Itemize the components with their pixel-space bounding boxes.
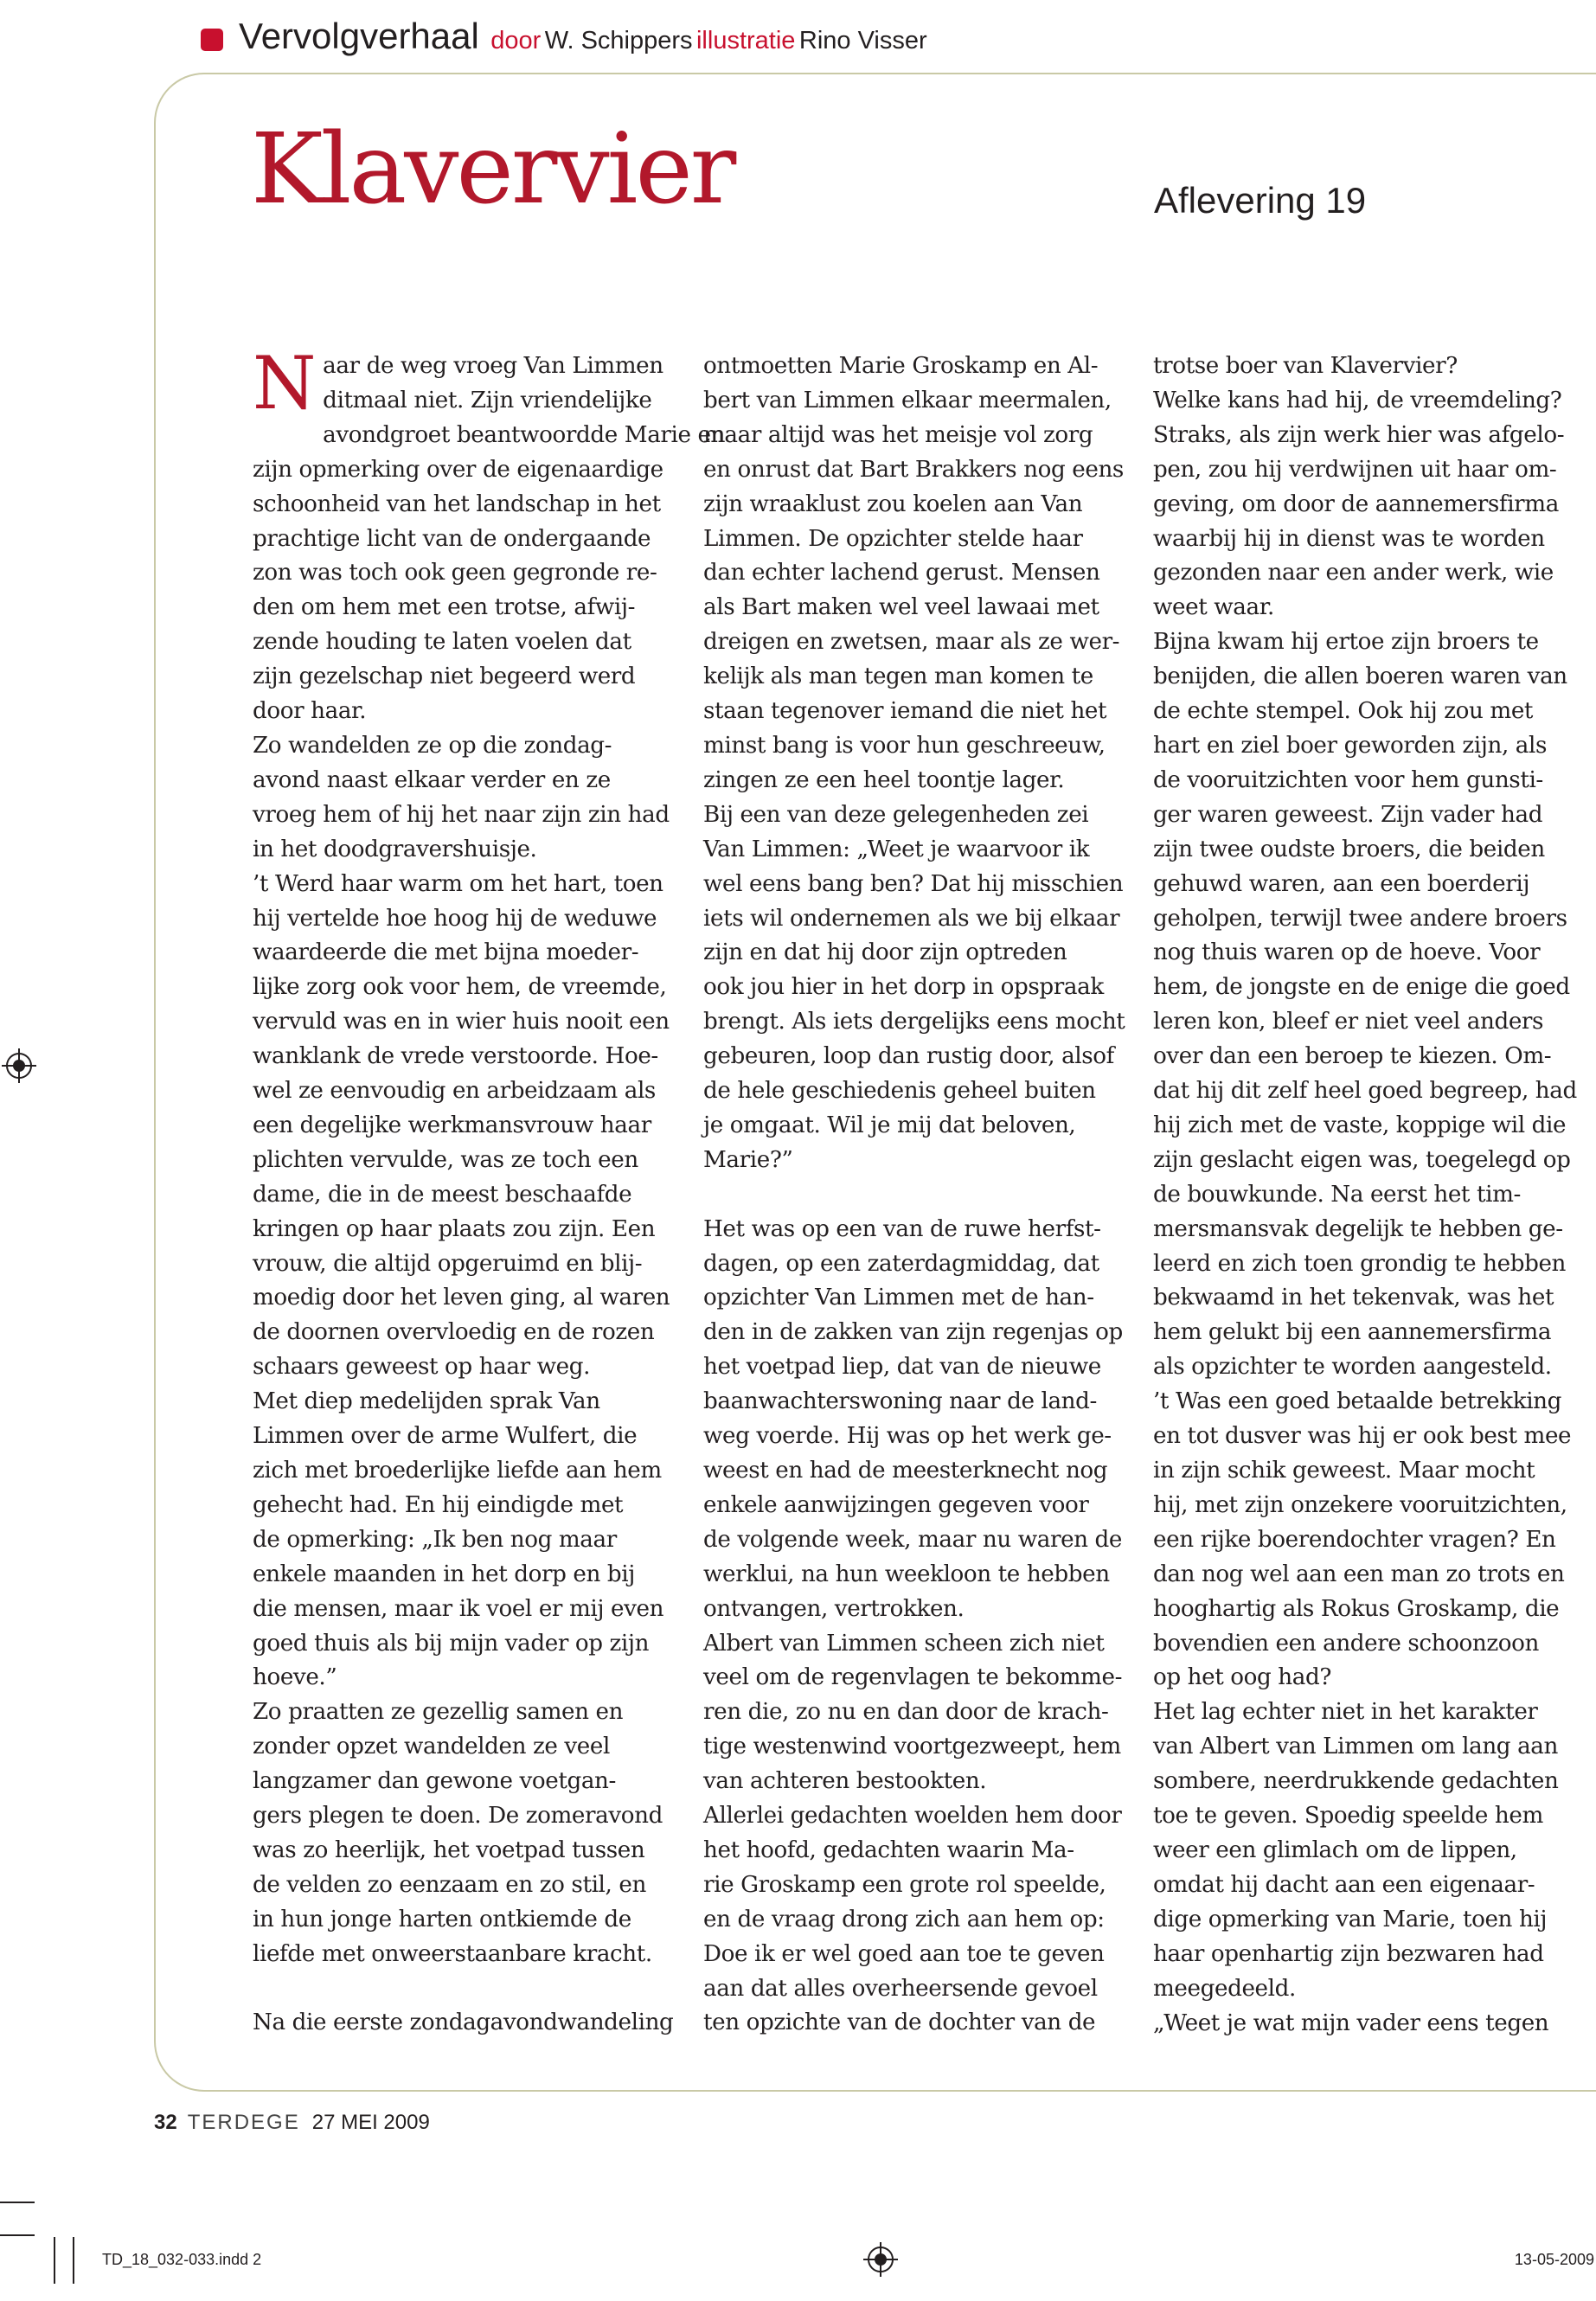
text-line: op het oog had? <box>1153 1664 1331 1691</box>
text-line: dat hij dit zelf heel goed begreep, had <box>1153 1078 1577 1105</box>
text-line: van Albert van Limmen om lang aan <box>1153 1734 1558 1760</box>
text-line: de hele geschiedenis geheel buiten <box>703 1078 1096 1105</box>
text-line: als Bart maken wel veel lawaai met <box>703 594 1099 621</box>
text-line: zonder opzet wandelden ze veel <box>253 1734 610 1760</box>
text-line: Limmen over de arme Wulfert, die <box>253 1423 638 1450</box>
text-line: dreigen en zwetsen, maar als ze wer- <box>703 629 1120 656</box>
text-line: het voetpad liep, dat van de nieuwe <box>703 1354 1101 1381</box>
text-line: nog thuis waren op de hoeve. Voor <box>1153 939 1541 966</box>
text-line: baanwachterswoning naar de land- <box>703 1388 1097 1415</box>
text-line: aan dat alles overheersende gevoel <box>703 1975 1098 2002</box>
text-line: vrouw, die altijd opgeruimd en blij- <box>253 1250 643 1277</box>
text-line: Het lag echter niet in het karakter <box>1153 1699 1538 1726</box>
page-footer <box>154 2111 430 2135</box>
text-line: kringen op haar plaats zou zijn. Een <box>253 1215 656 1242</box>
paragraph-gap <box>703 1178 1136 1213</box>
text-line: de vooruitzichten voor hem gunsti- <box>1153 766 1543 793</box>
text-line: hooghartig als Rokus Groskamp, die <box>1153 1595 1560 1622</box>
text-line: moedig door het leven ging, al waren <box>253 1285 670 1311</box>
text-line: trotse boer van Klavervier? <box>1153 353 1458 379</box>
slug-filename: TD_18_032-033.indd 2 <box>102 2251 262 2268</box>
text-line: pen, zou hij verdwijnen uit haar om- <box>1153 456 1557 483</box>
text-column-3 <box>1153 349 1586 2041</box>
text-line: schaars geweest op haar weg. <box>253 1354 591 1381</box>
text-line: gehuwd waren, aan een boerderij <box>1153 870 1530 897</box>
text-line: wel ze eenvoudig en arbeidzaam als <box>253 1078 656 1105</box>
text-line: sombere, neerdrukkende gedachten <box>1153 1768 1559 1795</box>
text-line: zende houding te laten voelen dat <box>253 629 631 656</box>
text-line: bekwaamd in het tekenvak, was het <box>1153 1285 1554 1311</box>
text-line: meegedeeld. <box>1153 1975 1296 2002</box>
text-line: wanklank de vrede verstoorde. Hoe- <box>253 1043 658 1070</box>
text-line: zijn twee oudste broers, die beiden <box>1153 836 1545 862</box>
drop-cap: N <box>253 341 317 426</box>
text-line: van achteren bestookten. <box>703 1768 987 1795</box>
text-line: Allerlei gedachten woelden hem door <box>703 1803 1122 1830</box>
series-label: Vervolgverhaal <box>239 16 479 56</box>
text-line: in hun jonge harten ontkiemde de <box>253 1906 631 1932</box>
text-line: brengt. Als iets dergelijks eens mocht <box>703 1009 1125 1035</box>
text-line: gehecht had. En hij eindigde met <box>253 1491 624 1518</box>
text-line: hem, de jongste en de enige die goed <box>1153 974 1570 1001</box>
text-line: Doe ik er wel goed aan toe te geven <box>703 1940 1105 1967</box>
text-line: ’t Werd haar warm om het hart, toen <box>253 870 663 897</box>
text-line: Marie?” <box>703 1146 793 1173</box>
text-line: werklui, na hun weekloon te hebben <box>703 1561 1110 1587</box>
text-line: Zo praatten ze gezellig samen en <box>253 1699 624 1726</box>
text-line: hij zich met de vaste, koppige wil die <box>1153 1112 1567 1138</box>
text-line: ren die, zo nu en dan door de krach- <box>703 1699 1109 1726</box>
by-label: door <box>490 27 542 54</box>
text-line: dige opmerking van Marie, toen hij <box>1153 1906 1548 1932</box>
text-line: vervuld was en in wier huis nooit een <box>253 1009 670 1035</box>
text-line: en onrust dat Bart Brakkers nog eens <box>703 456 1124 483</box>
registration-mark-icon <box>2 1048 36 1083</box>
text-line: zijn wraaklust zou koelen aan Van <box>703 490 1083 517</box>
text-line: den in de zakken van zijn regenjas op <box>703 1319 1123 1346</box>
text-line: zingen ze een heel toontje lager. <box>703 766 1065 793</box>
text-line: Na die eerste zondagavondwandeling <box>253 2009 674 2036</box>
crop-mark <box>73 2237 74 2284</box>
text-line: een rijke boerendochter vragen? En <box>1153 1526 1556 1553</box>
text-line: Bij een van deze gelegenheden zei <box>703 801 1089 828</box>
text-line: maar altijd was het meisje vol zorg <box>703 421 1093 448</box>
text-line: die mensen, maar ik voel er mij even <box>253 1595 664 1622</box>
text-line: den om hem met een trotse, afwij- <box>253 594 636 621</box>
text-line: gezonden naar een ander werk, wie <box>1153 560 1554 586</box>
text-line: rie Groskamp een grote rol speelde, <box>703 1871 1106 1898</box>
text-line: Zo wandelden ze op die zondag- <box>253 732 612 759</box>
text-line: geholpen, terwijl twee andere broers <box>1153 905 1567 932</box>
text-line: hem gelukt bij een aannemersfirma <box>1153 1319 1552 1346</box>
text-line: enkele maanden in het dorp en bij <box>253 1561 635 1587</box>
text-line: bovendien een andere schoonzoon <box>1153 1630 1539 1657</box>
text-line: staan tegenover iemand die niet het <box>703 698 1107 725</box>
text-column-2 <box>703 349 1136 2041</box>
text-line: weer een glimlach om de lippen, <box>1153 1836 1517 1863</box>
text-line: wel eens bang ben? Dat hij misschien <box>703 870 1124 897</box>
text-line: liefde met onweerstaanbare kracht. <box>253 1940 652 1967</box>
text-line: minst bang is voor hun geschreeuw, <box>703 732 1106 759</box>
text-line: Welke kans had hij, de vreemdeling? <box>1153 387 1562 413</box>
text-line: schoonheid van het landschap in het <box>253 490 661 517</box>
paragraph-gap <box>253 1972 685 2007</box>
text-line: Met diep medelijden sprak Van <box>253 1388 600 1415</box>
page-number: 32 <box>154 2111 177 2134</box>
text-line: opzichter Van Limmen met de han- <box>703 1285 1094 1311</box>
text-line: ontmoetten Marie Groskamp en Al- <box>703 353 1099 379</box>
text-line: een degelijke werkmansvrouw haar <box>253 1112 651 1138</box>
text-line: zijn opmerking over de eigenaardige <box>253 456 663 483</box>
text-line: ditmaal niet. Zijn vriendelijke <box>323 387 652 413</box>
text-line: Het was op een van de ruwe herfst- <box>703 1215 1101 1242</box>
text-line: mersmansvak degelijk te hebben ge- <box>1153 1215 1563 1242</box>
text-line: Van Limmen: „Weet je waarvoor ik <box>703 836 1090 862</box>
text-line: in zijn schik geweest. Maar mocht <box>1153 1458 1535 1484</box>
text-line: ten opzichte van de dochter van de <box>703 2009 1096 2036</box>
text-line: ger waren geweest. Zijn vader had <box>1153 801 1543 828</box>
text-line: Albert van Limmen scheen zich niet <box>703 1630 1105 1657</box>
text-line: gers plegen te doen. De zomeravond <box>253 1803 663 1830</box>
text-line: hij, met zijn onzekere vooruitzichten, <box>1153 1491 1567 1518</box>
text-line: waardeerde die met bijna moeder- <box>253 939 639 966</box>
text-line: vroeg hem of hij het naar zijn zin had <box>253 801 670 828</box>
text-line: en de vraag drong zich aan hem op: <box>703 1906 1105 1932</box>
text-line: enkele aanwijzingen gegeven voor <box>703 1491 1089 1518</box>
text-line: was zo heerlijk, het voetpad tussen <box>253 1836 645 1863</box>
text-line: je omgaat. Wil je mij dat beloven, <box>703 1112 1076 1138</box>
text-line: zijn gezelschap niet begeerd werd <box>253 663 636 690</box>
text-line: in het doodgravershuisje. <box>253 836 537 862</box>
text-line: de velden zo eenzaam en zo stil, en <box>253 1871 646 1898</box>
text-line: leren kon, bleef er niet veel anders <box>1153 1009 1544 1035</box>
text-line: door haar. <box>253 698 367 725</box>
text-line: gebeuren, loop dan rustig door, alsof <box>703 1043 1114 1070</box>
text-line: veel om de regenvlagen te bekomme- <box>703 1664 1123 1691</box>
text-line: weest en had de meesterknecht nog <box>703 1457 1108 1484</box>
text-line: benijden, die allen boeren waren van <box>1153 663 1567 690</box>
text-line: goed thuis als bij mijn vader op zijn <box>253 1630 650 1657</box>
crop-mark <box>54 2237 55 2284</box>
text-line: lijke zorg ook voor hem, de vreemde, <box>253 974 667 1001</box>
illustrator-name: Rino Visser <box>798 27 927 54</box>
text-line: avondgroet beantwoordde Marie en <box>323 421 726 448</box>
text-line: omdat hij dacht aan een eigenaar- <box>1153 1871 1535 1898</box>
text-line: hoeve.” <box>253 1664 337 1691</box>
text-line: zich met broederlijke liefde aan hem <box>253 1458 662 1484</box>
text-line: dan echter lachend gerust. Mensen <box>703 560 1100 586</box>
text-line: het hoofd, gedachten waarin Ma- <box>703 1836 1074 1863</box>
text-line: als opzichter te worden aangesteld. <box>1153 1354 1552 1381</box>
text-line: Limmen. De opzichter stelde haar <box>703 525 1083 552</box>
text-line: leerd en zich toen grondig te hebben <box>1153 1250 1567 1277</box>
text-line: ook jou hier in het dorp in opspraak <box>703 974 1104 1001</box>
text-line: de doornen overvloedig en de rozen <box>253 1319 655 1346</box>
text-line: langzamer dan gewone voetgan- <box>253 1768 616 1795</box>
text-line: dan nog wel aan een man zo trots en <box>1153 1561 1565 1587</box>
text-line: weet waar. <box>1153 594 1274 621</box>
issue-date: 27 MEI 2009 <box>311 2111 430 2134</box>
illustration-label: illustratie <box>695 27 796 54</box>
text-line: dagen, op een zaterdagmiddag, dat <box>703 1250 1099 1277</box>
episode-label: Aflevering 19 <box>1154 180 1367 221</box>
crop-mark <box>0 2234 35 2236</box>
magazine-name: TERDEGE <box>187 2111 300 2134</box>
section-marker-icon <box>201 29 223 51</box>
text-line: ontvangen, vertrokken. <box>703 1595 965 1622</box>
text-line: geving, om door de aannemersfirma <box>1153 490 1559 517</box>
text-line: hart en ziel boer geworden zijn, als <box>1153 732 1548 759</box>
text-line: tige westenwind voortgezweept, hem <box>703 1734 1121 1760</box>
registration-mark-icon <box>863 2242 898 2277</box>
text-line: Straks, als zijn werk hier was afgelo- <box>1153 421 1565 448</box>
text-line: toe te geven. Spoedig speelde hem <box>1153 1803 1543 1830</box>
text-line: dame, die in de meest beschaafde <box>253 1181 632 1208</box>
text-line: haar openhartig zijn bezwaren had <box>1153 1940 1544 1967</box>
text-line: bert van Limmen elkaar meermalen, <box>703 387 1112 413</box>
text-line: hij vertelde hoe hoog hij de weduwe <box>253 905 657 932</box>
text-line: iets wil ondernemen als we bij elkaar <box>703 905 1120 932</box>
text-line: zijn en dat hij door zijn optreden <box>703 939 1067 966</box>
text-line: prachtige licht van de ondergaande <box>253 525 651 552</box>
text-line: de echte stempel. Ook hij zou met <box>1153 698 1534 725</box>
text-line: over dan een beroep te kiezen. Om- <box>1153 1043 1552 1070</box>
text-line: „Weet je wat mijn vader eens tegen <box>1153 2009 1549 2036</box>
text-line: de bouwkunde. Na eerst het tim- <box>1153 1181 1521 1208</box>
text-line: de volgende week, maar nu waren de <box>703 1526 1123 1553</box>
text-line: Bijna kwam hij ertoe zijn broers te <box>1153 629 1539 656</box>
text-line: de opmerking: „Ik ben nog maar <box>253 1526 617 1553</box>
crop-mark <box>0 2202 35 2203</box>
text-line: weg voerde. Hij was op het werk ge- <box>703 1423 1112 1450</box>
text-line: ’t Was een goed betaalde betrekking <box>1153 1388 1562 1415</box>
text-line: zon was toch ook geen gegronde re- <box>253 560 657 586</box>
section-header <box>201 16 927 57</box>
text-line: aar de weg vroeg Van Limmen <box>323 353 663 379</box>
text-line: kelijk als man tegen man komen te <box>703 663 1093 690</box>
text-line: zijn geslacht eigen was, toegelegd op <box>1153 1146 1571 1173</box>
author-name: W. Schippers <box>544 27 693 54</box>
text-line: waarbij hij in dienst was te worden <box>1153 525 1545 552</box>
text-line: avond naast elkaar verder en ze <box>253 766 611 793</box>
article-title: Klavervier <box>251 113 734 226</box>
text-column-1 <box>253 341 726 2041</box>
text-line: plichten vervulde, was ze toch een <box>253 1146 638 1173</box>
text-line: en tot dusver was hij er ook best mee <box>1153 1423 1572 1450</box>
slug-date: 13-05-2009 <box>1514 2251 1594 2268</box>
